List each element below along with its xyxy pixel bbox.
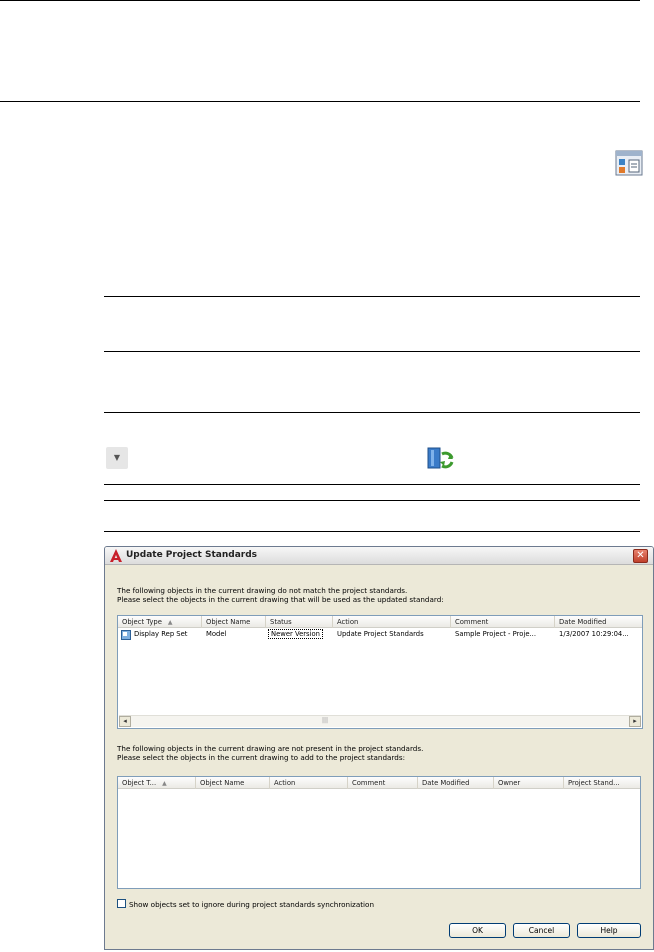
col2-action-label: Action (274, 779, 296, 787)
project-standards-icon (615, 150, 643, 176)
rule-top (0, 0, 640, 1)
ok-button[interactable]: OK (449, 923, 506, 938)
col2-action[interactable] (270, 777, 348, 789)
close-button[interactable]: ✕ (633, 549, 648, 563)
cell-date-modified: 1/3/2007 10:29:04... (559, 630, 629, 638)
col2-object-type-label: Object T... (122, 779, 157, 787)
synchronize-standards-icon (426, 446, 454, 472)
col-date-modified[interactable] (555, 616, 644, 628)
col-comment[interactable] (451, 616, 555, 628)
scroll-left-button[interactable]: ◂ (119, 716, 131, 727)
table-row[interactable] (118, 629, 642, 640)
col2-project-standards[interactable] (564, 777, 640, 789)
section1-line1: The following objects in the current drawing do not match the project standards. (117, 586, 408, 595)
col-status-label: Status (270, 618, 292, 626)
table-rule-3 (104, 412, 640, 413)
col2-object-name-label: Object Name (200, 779, 245, 787)
col-action-label: Action (337, 618, 359, 626)
sort-ascending-icon: ▲ (167, 619, 173, 626)
dialog-titlebar[interactable] (105, 547, 653, 565)
col-object-type-label: Object Type (122, 618, 162, 626)
table-rule-4 (104, 484, 640, 485)
col-date-modified-label: Date Modified (559, 618, 607, 626)
table-rule-5 (104, 500, 640, 501)
grid1-header (118, 616, 642, 628)
col-object-type[interactable] (118, 616, 202, 628)
col-object-name-label: Object Name (206, 618, 251, 626)
help-button[interactable]: Help (577, 923, 641, 938)
scroll-right-button[interactable]: ▸ (629, 716, 641, 727)
section2-line1: The following objects in the current drawing are not present in the project standards. (117, 744, 424, 753)
cell-status[interactable] (268, 629, 332, 640)
col2-date-modified-label: Date Modified (422, 779, 470, 787)
autocad-app-icon (110, 549, 122, 562)
col-action[interactable] (333, 616, 451, 628)
col-status[interactable] (266, 616, 333, 628)
col2-project-standards-label: Project Stand... (568, 779, 620, 787)
scroll-thumb-grip[interactable]: ||| (322, 717, 329, 724)
grid2-header (118, 777, 640, 789)
col-comment-label: Comment (455, 618, 489, 626)
cell-object-type: Display Rep Set (134, 630, 188, 638)
table-rule-1 (104, 296, 640, 297)
dialog-title: Update Project Standards (126, 550, 258, 560)
section1-line2: Please select the objects in the current drawing that will be used as the updated standard: (117, 595, 444, 604)
col2-owner-label: Owner (498, 779, 521, 787)
cell-object-name: Model (206, 630, 227, 638)
cell-action: Update Project Standards (337, 630, 424, 638)
col2-object-name[interactable] (196, 777, 270, 789)
show-ignored-label: Show objects set to ignore during project standards synchronization (129, 900, 375, 909)
table-rule-2 (104, 351, 640, 352)
col2-comment[interactable] (348, 777, 418, 789)
col2-object-type[interactable] (118, 777, 196, 789)
dropdown-arrow-icon[interactable]: ▼ (106, 447, 128, 469)
col2-date-modified[interactable] (418, 777, 494, 789)
rule-header-bottom (0, 101, 640, 102)
col2-comment-label: Comment (352, 779, 386, 787)
cell-status-value[interactable]: Newer Version (268, 629, 323, 639)
show-ignored-checkbox[interactable] (117, 899, 126, 908)
col2-owner[interactable] (494, 777, 564, 789)
sort-ascending-icon-2: ▲ (162, 780, 167, 787)
section2-line2: Please select the objects in the current drawing to add to the project standards: (117, 753, 406, 762)
missing-objects-grid[interactable] (117, 776, 641, 889)
cell-comment: Sample Project - Proje... (455, 630, 537, 638)
cancel-button[interactable]: Cancel (513, 923, 570, 938)
update-project-standards-dialog (104, 546, 654, 950)
mismatched-objects-grid[interactable] (117, 615, 643, 729)
horizontal-scrollbar[interactable] (119, 715, 641, 727)
display-rep-set-icon (121, 630, 131, 640)
col-object-name[interactable] (202, 616, 266, 628)
table-rule-6 (104, 531, 640, 532)
